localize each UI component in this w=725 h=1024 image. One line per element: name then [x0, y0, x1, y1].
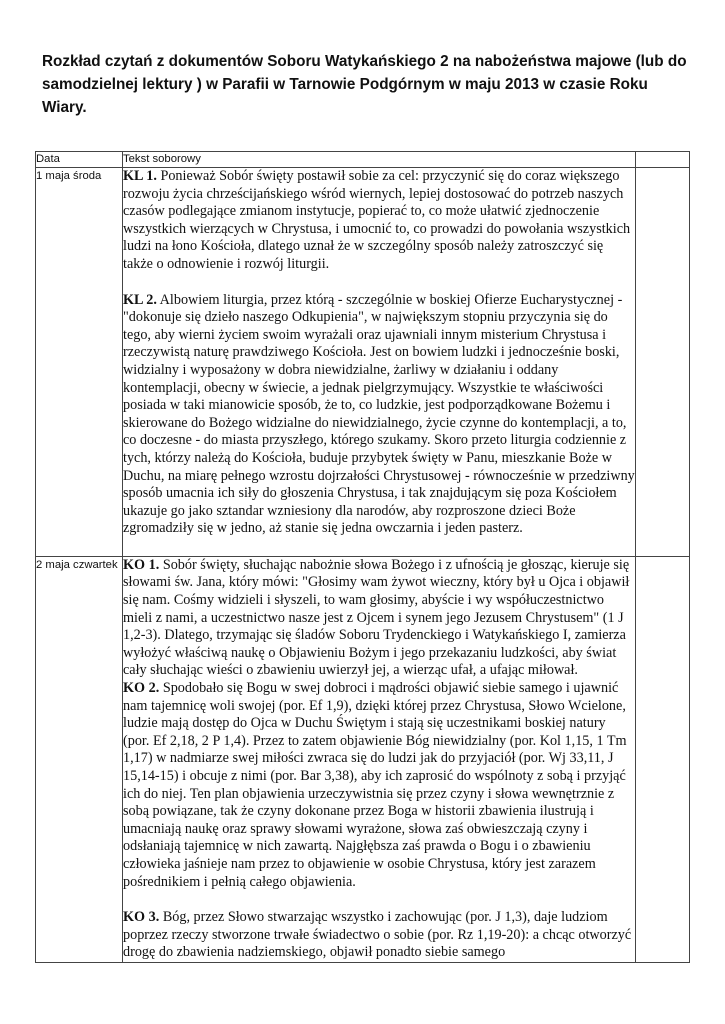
paragraph-text: Bóg, przez Słowo stwarzając wszystko i zachowując (por. J 1,3), daje ludziom poprzez rzeczy stworzone trwałe świadectwo o sobie (por. Rz 1,19-20): a chcąc otworzyć drogę do zbawienia nadziemskiego, objawił ponadto siebie samego	[123, 909, 632, 961]
extra-cell	[636, 556, 690, 962]
paragraph	[123, 292, 635, 538]
column-header-date: Data	[36, 152, 123, 168]
paragraph-text: Spodobało się Bogu w swej dobroci i mądrości objawić siebie samego i ujawnić nam tajemnicę woli swojej (por. Ef 1,9), dzięki której przez Chrystusa, Słowo Wcielone, ludzie mają dostęp do Ojca w Duchu Świętym i stają się uczestnikami boskiej natury (por. Ef 2,18, 2 P 1,4). Przez to zatem objawienie Bóg niewidzialny (por. Kol 1,15, 1 Tm 1,17) w nadmiarze swej miłości zwraca się do ludzi jak do przyjaciół (por. Wj 33,11, J 15,14-15) i obcuje z nimi (por. Bar 3,38), aby ich zaprosić do wspólnoty z sobą i przyjąć ich do niej. Ten plan objawienia urzeczywistnia się przez czyny i słowa wewnętrznie z sobą powiązane, tak że czyny dokonane przez Boga w historii zbawienia ilustrują i umacniają naukę oraz sprawy słowami wyrażone, słowa zaś obwieszczają czyny i odsłaniają tajemnicę w nich zawartą. Najgłębsza zaś prawda o Bogu i o zbawieniu człowieka jaśnieje nam przez to objawienie w osobie Chrystusa, który jest zarazem pośrednikiem i pełnią całego objawienia.	[123, 680, 627, 890]
paragraph-label: KL 1.	[123, 168, 157, 184]
paragraph-label: KO 3.	[123, 909, 160, 926]
date-cell: 2 maja czwartek	[36, 556, 123, 962]
paragraph	[123, 168, 635, 274]
table-header-row	[36, 152, 690, 168]
extra-cell	[636, 168, 690, 557]
text-cell	[123, 168, 636, 557]
text-cell	[123, 556, 636, 962]
paragraph-text: Ponieważ Sobór święty postawił sobie za cel: przyczynić się do coraz większego rozwoju życia chrześcijańskiego wśród wiernych, lepiej dostosować do potrzeb naszych czasów podlegające zmianom instytucje, popierać to, co może ułatwić zjednoczenie wszystkich wierzących w Chrystusa, i umocnić to, co prowadzi do powołania wszystkich ludzi na łono Kościoła, dlatego uznał że w szczególny sposób należy zatroszczyć się także o odnowienie i rozwój liturgii.	[123, 168, 631, 272]
column-header-extra	[636, 152, 690, 168]
paragraph-label: KO 1.	[123, 556, 160, 573]
table-row	[36, 168, 690, 557]
paragraph-label: KL 2.	[123, 291, 157, 308]
paragraph-label: KO 2.	[123, 680, 160, 697]
column-header-text: Tekst soborowy	[123, 152, 636, 168]
table-row	[36, 556, 690, 962]
paragraph-text: Albowiem liturgia, przez którą - szczególnie w boskiej Ofierze Eucharystycznej - "dokonuje się dzieło naszego Odkupienia", w największym stopniu przyczynia się do tego, aby wierni życiem swoim wyrażali oraz ujawniali innym misterium Chrystusa i rzeczywistą naturę prawdziwego Kościoła. Jest on bowiem ludzki i jednocześnie boski, widzialny i wyposażony w dobra niewidzialne, żarliwy w działaniu i oddany kontemplacji, obecny w świecie, a jednak pielgrzymujący. Wszystkie te właściwości posiada w taki mianowicie sposób, że to, co ludzkie, jest podporządkowane Bożemu i skierowane do Bożego widzialne do niewidzialnego, życie czynne do kontemplacji, a to, co doczesne - do miasta przyszłego, którego szukamy. Skoro przeto liturgia codziennie z tych, którzy należą do Kościoła, buduje przybytek święty w Panu, mieszkanie Boże w Duchu, na miarę pełnego wzrostu dojrzałości Chrystusowej - równocześnie w przedziwny sposób umacnia ich siły do głoszenia Chrystusa, i tak znajdującym się poza Kościołem ukazuje go jako sztandar wzniesiony dla narodów, aby rozproszone dzieci Boże zgromadziły się w jedno, aż stanie się jedna owczarnia i jeden pasterz.	[123, 291, 635, 537]
date-cell: 1 maja środa	[36, 168, 123, 557]
paragraph-text: Sobór święty, słuchając nabożnie słowa Bożego i z ufnością je głosząc, kieruje się słowami św. Jana, który mówi: "Głosimy wam żywot wieczny, który był u Ojca i objawił się nam. Cośmy widzieli i słyszeli, to wam głosimy, abyście i wy współuczestnictwo mieli z nami, a uczestnictwo nasze jest z Ojcem i synem jego Jezusem Chrystusem" (1 J 1,2-3). Dlatego, trzymając się śladów Soboru Trydenckiego i Watykańskiego I, zamierza wyłożyć właściwą naukę o Objawieniu Bożym i jego przekazaniu ludzkości, aby świat cały słuchając wieści o zbawieniu uwierzył jej, a wierząc ufał, a ufając miłował.	[123, 556, 630, 679]
paragraph	[123, 680, 635, 891]
paragraph	[123, 557, 635, 680]
paragraph	[123, 909, 635, 962]
page-title: Rozkład czytań z dokumentów Soboru Watykańskiego 2 na nabożeństwa majowe (lub do samodzielnej lektury ) w Parafii w Tarnowie Podgórnym w maju 2013 w czasie Roku Wiary.	[42, 53, 687, 116]
readings-table	[35, 151, 690, 963]
